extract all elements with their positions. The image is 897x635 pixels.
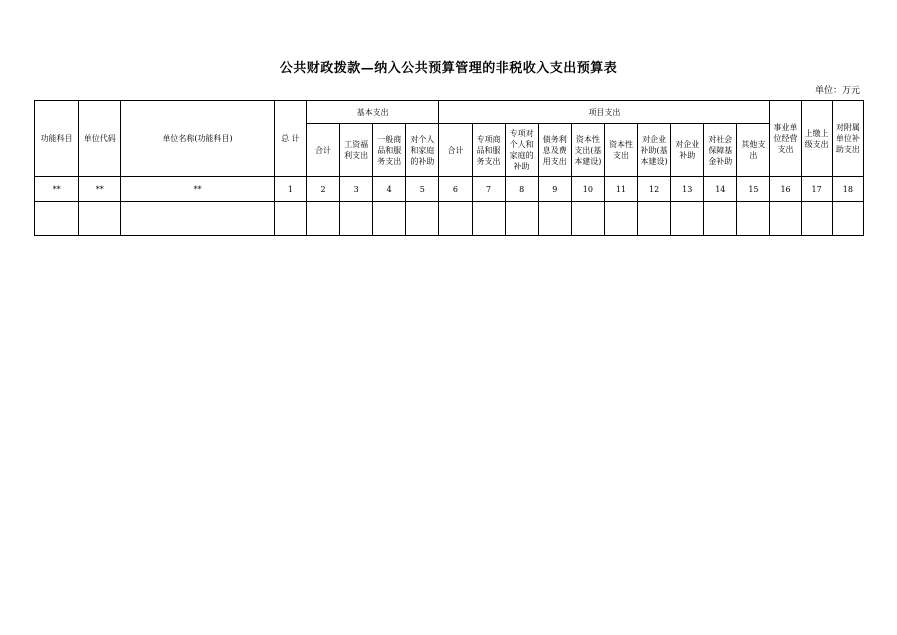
table-cell: 2 bbox=[306, 177, 339, 202]
header-project: 项目支出 bbox=[439, 101, 770, 124]
header-unit-name: 单位名称(功能科目) bbox=[121, 101, 275, 177]
header-total: 总 计 bbox=[274, 101, 306, 177]
header-basic-col: 工资福利支出 bbox=[340, 124, 373, 177]
table-cell: 12 bbox=[638, 177, 671, 202]
header-project-col: 对企业补助 bbox=[671, 124, 704, 177]
table-cell bbox=[439, 202, 472, 236]
table-cell bbox=[35, 202, 79, 236]
table-cell bbox=[737, 202, 770, 236]
table-cell: 14 bbox=[704, 177, 737, 202]
table-cell: ** bbox=[35, 177, 79, 202]
table-cell: 9 bbox=[538, 177, 571, 202]
table-cell: ** bbox=[79, 177, 121, 202]
table-cell bbox=[571, 202, 604, 236]
table-cell bbox=[373, 202, 406, 236]
table-cell bbox=[505, 202, 538, 236]
header-basic: 基本支出 bbox=[306, 101, 438, 124]
header-project-col: 合计 bbox=[439, 124, 472, 177]
table-row-blank bbox=[35, 202, 864, 236]
table-cell: 5 bbox=[406, 177, 439, 202]
table-cell: ** bbox=[121, 177, 275, 202]
header-tail: 上缴上级支出 bbox=[801, 101, 832, 177]
page-title: 公共财政拨款—纳入公共预算管理的非税收入支出预算表 bbox=[279, 61, 618, 76]
header-basic-col: 合计 bbox=[306, 124, 339, 177]
header-basic-col: 对个人和家庭的补助 bbox=[406, 124, 439, 177]
table-cell bbox=[472, 202, 505, 236]
table-cell bbox=[770, 202, 801, 236]
table-cell: 3 bbox=[340, 177, 373, 202]
table-cell: 10 bbox=[571, 177, 604, 202]
table-cell bbox=[704, 202, 737, 236]
table-cell: 15 bbox=[737, 177, 770, 202]
table-cell bbox=[121, 202, 275, 236]
header-unit-code: 单位代码 bbox=[79, 101, 121, 177]
header-project-col: 资本性支出(基本建设) bbox=[571, 124, 604, 177]
table-cell: 17 bbox=[801, 177, 832, 202]
header-func-subject: 功能科目 bbox=[35, 101, 79, 177]
table-cell: 16 bbox=[770, 177, 801, 202]
budget-table bbox=[34, 100, 864, 236]
table-cell bbox=[538, 202, 571, 236]
header-project-col: 债务利息及费用支出 bbox=[538, 124, 571, 177]
table-cell bbox=[638, 202, 671, 236]
header-project-col: 对企业补助(基本建设) bbox=[638, 124, 671, 177]
header-project-col: 其他支出 bbox=[737, 124, 770, 177]
table-cell: 18 bbox=[832, 177, 863, 202]
table-cell bbox=[832, 202, 863, 236]
table-cell bbox=[306, 202, 339, 236]
table-cell: 7 bbox=[472, 177, 505, 202]
table-cell bbox=[604, 202, 637, 236]
table-cell bbox=[671, 202, 704, 236]
table-cell bbox=[274, 202, 306, 236]
table-cell: 1 bbox=[274, 177, 306, 202]
table-cell bbox=[801, 202, 832, 236]
header-basic-col: 一般商品和服务支出 bbox=[373, 124, 406, 177]
header-tail: 事业单位经营支出 bbox=[770, 101, 801, 177]
table-cell: 13 bbox=[671, 177, 704, 202]
table-cell: 6 bbox=[439, 177, 472, 202]
table-cell bbox=[79, 202, 121, 236]
table-row-numbers bbox=[35, 177, 864, 202]
unit-label: 单位：万元 bbox=[815, 86, 861, 96]
table-cell bbox=[406, 202, 439, 236]
table-cell: 8 bbox=[505, 177, 538, 202]
table-cell bbox=[340, 202, 373, 236]
table-cell: 4 bbox=[373, 177, 406, 202]
header-project-col: 对社会保障基金补助 bbox=[704, 124, 737, 177]
table-cell: 11 bbox=[604, 177, 637, 202]
header-project-col: 资本性支出 bbox=[604, 124, 637, 177]
header-project-col: 专项对个人和家庭的补助 bbox=[505, 124, 538, 177]
header-tail: 对附属单位补助支出 bbox=[832, 101, 863, 177]
header-project-col: 专项商品和服务支出 bbox=[472, 124, 505, 177]
